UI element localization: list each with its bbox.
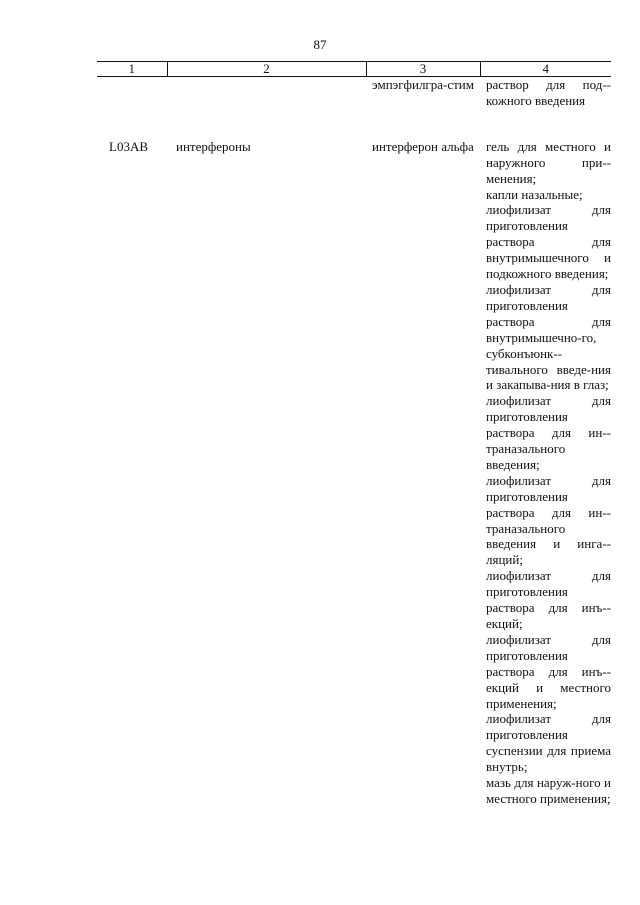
dosage-form-item: мазь для наруж-ного и местного применения; bbox=[486, 775, 611, 806]
dosage-form-item: лиофилизат для приготовления раствора для инъ-екций и местного применения; bbox=[486, 631, 611, 711]
column-header-2: 2 bbox=[167, 62, 366, 77]
dosage-form-item: лиофилизат для приготовления раствора для ин-траназального введения и инга-ляций; bbox=[486, 472, 611, 568]
header-row bbox=[97, 62, 611, 77]
drug-name-cell: эмпэгфилгра-стим bbox=[372, 77, 474, 92]
drug-group-cell bbox=[167, 77, 366, 139]
atc-code-cell bbox=[97, 77, 167, 139]
drug-name-cell: интерферон альфа bbox=[372, 138, 474, 154]
dosage-form-item: лиофилизат для приготовления раствора для ин-траназального введения; bbox=[486, 393, 611, 472]
drug-table bbox=[97, 61, 611, 807]
dosage-forms-cell bbox=[480, 139, 611, 807]
column-header-3: 3 bbox=[366, 62, 480, 77]
dosage-form-item: лиофилизат для приготовления раствора для внутримышечно-го, субконъюнк-тивального введе-ния и закапыва-ния в глаз; bbox=[486, 281, 611, 393]
dosage-form-item: капли назальные; bbox=[486, 186, 583, 202]
dosage-forms-cell bbox=[480, 77, 611, 139]
table-row bbox=[97, 77, 611, 139]
dosage-form-item: раствор для под-кожного введения bbox=[486, 77, 611, 108]
dosage-form-item: лиофилизат для приготовления раствора для инъ-екций; bbox=[486, 568, 611, 631]
drug-group-cell: интерфероны bbox=[176, 138, 251, 154]
table-row bbox=[97, 139, 611, 807]
page-number: 87 bbox=[313, 37, 327, 52]
dosage-form-item: лиофилизат для приготовления раствора для внутримышечного и подкожного введения; bbox=[486, 202, 611, 282]
column-header-4: 4 bbox=[480, 62, 611, 77]
dosage-form-item: лиофилизат для приготовления суспензии для приема внутрь; bbox=[486, 711, 611, 775]
dosage-form-item: гель для местного и наружного при-менения; bbox=[486, 138, 611, 186]
column-header-1: 1 bbox=[97, 62, 167, 77]
atc-code-cell: L03AB bbox=[109, 138, 148, 154]
table-header bbox=[97, 62, 611, 77]
